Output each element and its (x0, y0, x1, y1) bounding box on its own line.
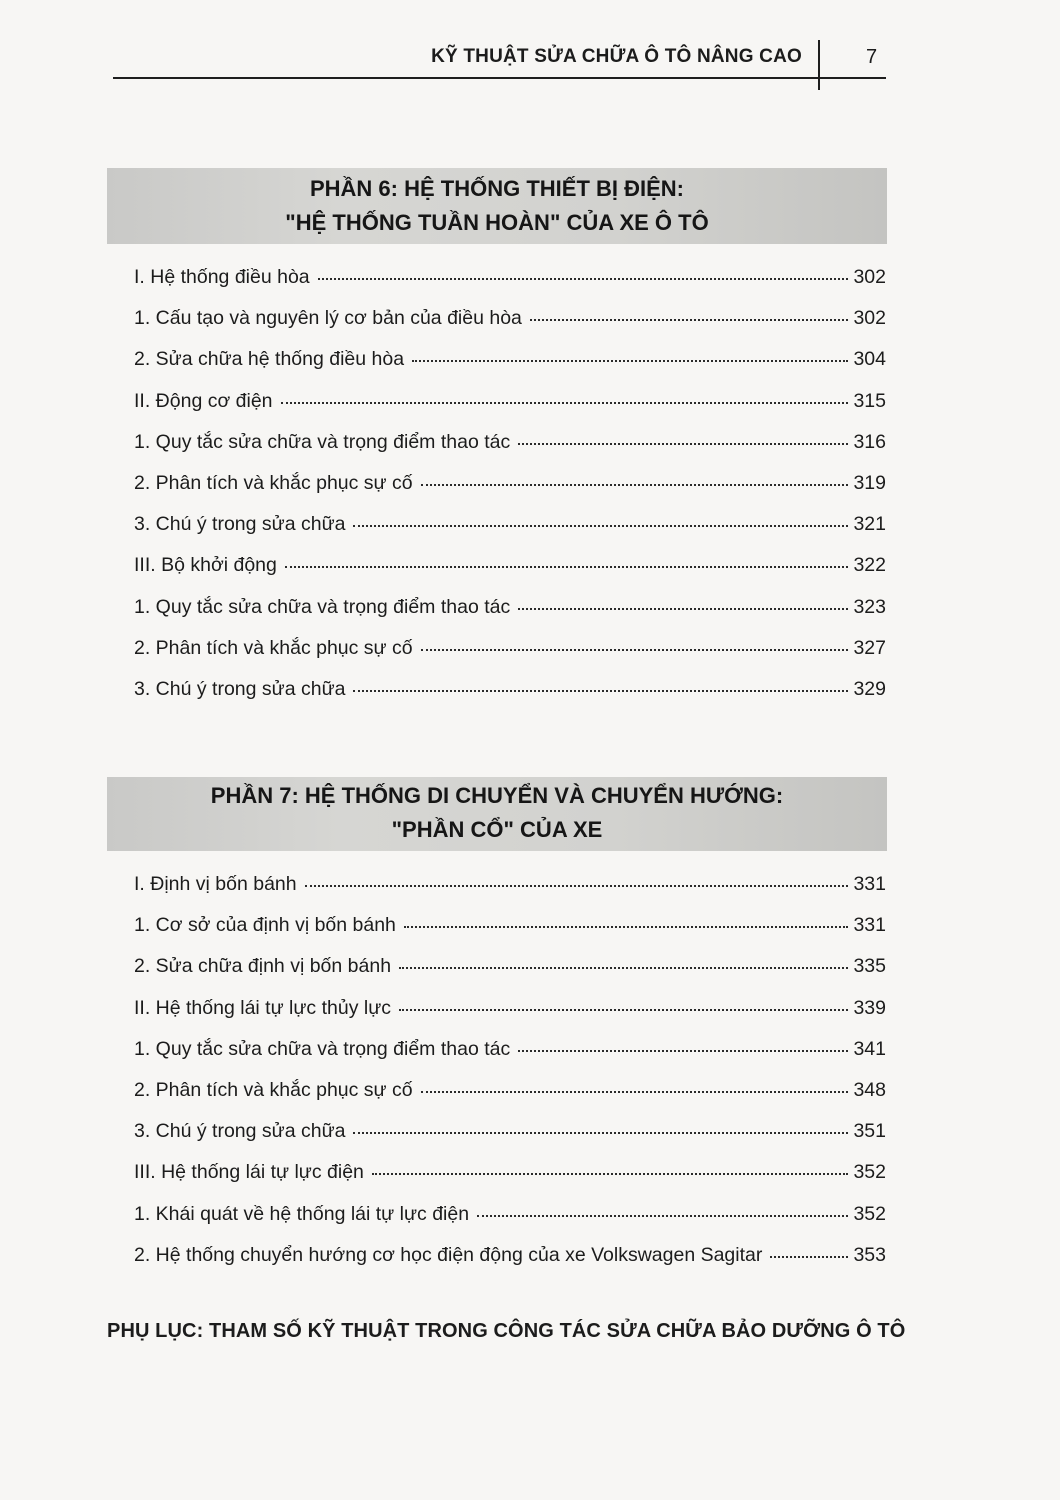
toc-entry-page: 331 (853, 914, 886, 937)
toc-entry[interactable] (134, 431, 886, 472)
toc-entry-label: III. Hệ thống lái tự lực điện (134, 1161, 364, 1184)
toc-entry[interactable] (134, 1038, 886, 1079)
toc-entry-page: 352 (853, 1161, 886, 1184)
toc-entry-label: II. Động cơ điện (134, 389, 273, 412)
section-6-title-line2: "HỆ THỐNG TUẦN HOÀN" CỦA XE Ô TÔ (285, 210, 709, 235)
toc-entry-label: 1. Quy tắc sửa chữa và trọng điểm thao tác (134, 1037, 511, 1060)
toc-entry-label: 1. Cấu tạo và nguyên lý cơ bản của điều hòa (134, 307, 522, 330)
toc-entry-page: 302 (853, 307, 886, 330)
dot-leader (412, 360, 848, 362)
section-7-title-line1: PHẦN 7: HỆ THỐNG DI CHUYỂN VÀ CHUYỂN HƯỚNG: (210, 783, 784, 808)
toc-entry-label: II. Hệ thống lái tự lực thủy lực (134, 996, 392, 1019)
toc-entry-label: 2. Phân tích và khắc phục sự cố (134, 471, 413, 494)
page-number: 7 (866, 46, 878, 68)
dot-leader (421, 1091, 848, 1093)
toc-entry-label: 2. Sửa chữa định vị bốn bánh (134, 955, 392, 978)
dot-leader (318, 278, 848, 280)
dot-leader (353, 690, 848, 692)
dot-leader (518, 608, 848, 610)
toc-entry-label: 1. Cơ sở của định vị bốn bánh (134, 914, 396, 937)
toc-entry-label: 2. Sửa chữa hệ thống điều hòa (134, 348, 405, 371)
toc-entry-page: 331 (853, 873, 886, 895)
toc-entry[interactable] (134, 554, 886, 595)
toc-entry-label: I. Định vị bốn bánh (134, 873, 297, 895)
section-6-toc (134, 266, 886, 719)
dot-leader (353, 1132, 848, 1134)
dot-leader (404, 926, 848, 928)
dot-leader (421, 649, 848, 651)
page-header (0, 0, 1060, 110)
toc-entry-label: 3. Chú ý trong sửa chữa (134, 513, 346, 536)
toc-entry-page: 323 (853, 595, 886, 618)
toc-entry[interactable] (134, 914, 886, 955)
toc-entry[interactable] (134, 1079, 886, 1120)
toc-entry[interactable] (134, 997, 886, 1038)
toc-entry[interactable] (134, 637, 886, 678)
toc-entry[interactable] (134, 348, 886, 389)
dot-leader (372, 1173, 848, 1175)
dot-leader (770, 1256, 848, 1258)
toc-entry-label: 3. Chú ý trong sửa chữa (134, 677, 346, 700)
dot-leader (285, 566, 848, 568)
toc-entry[interactable] (134, 955, 886, 996)
dot-leader (305, 885, 848, 887)
toc-entry-page: 348 (853, 1078, 886, 1101)
dot-leader (399, 967, 848, 969)
toc-entry-page: 327 (853, 636, 886, 659)
toc-entry[interactable] (134, 513, 886, 554)
dot-leader (353, 525, 848, 527)
toc-entry-label: III. Bộ khởi động (134, 554, 277, 577)
toc-entry-page: 304 (853, 348, 886, 371)
header-separator (818, 40, 820, 90)
toc-entry-label: 2. Hệ thống chuyển hướng cơ học điện động của xe Volkswagen Sagitar (134, 1243, 763, 1266)
dot-leader (281, 402, 848, 404)
section-6-title-line1: PHẦN 6: HỆ THỐNG THIẾT BỊ ĐIỆN: (309, 176, 684, 201)
appendix-heading[interactable]: PHỤ LỤC: THAM SỐ KỸ THUẬT TRONG CÔNG TÁC SỬA CHỮA BẢO DƯỠNG Ô TÔ (107, 1320, 906, 1342)
toc-entry-label: 1. Khái quát về hệ thống lái tự lực điện (134, 1202, 470, 1225)
dot-leader (399, 1009, 848, 1011)
toc-entry[interactable] (134, 596, 886, 637)
toc-entry[interactable] (134, 307, 886, 348)
toc-entry-page: 351 (853, 1120, 886, 1143)
toc-entry-page: 321 (853, 513, 886, 536)
running-title: KỸ THUẬT SỬA CHỮA Ô TÔ NÂNG CAO (431, 46, 802, 67)
toc-entry[interactable] (134, 1244, 886, 1285)
toc-entry-page: 341 (853, 1037, 886, 1060)
dot-leader (518, 443, 848, 445)
toc-entry[interactable] (134, 1120, 886, 1161)
toc-entry-label: 2. Phân tích và khắc phục sự cố (134, 1078, 413, 1101)
toc-entry[interactable] (134, 472, 886, 513)
toc-entry-label: 1. Quy tắc sửa chữa và trọng điểm thao tác (134, 595, 511, 618)
toc-entry[interactable] (134, 1203, 886, 1244)
dot-leader (421, 484, 848, 486)
section-7-title-line2: "PHẦN CỔ" CỦA XE (391, 817, 603, 842)
toc-entry-page: 353 (853, 1243, 886, 1266)
toc-entry[interactable] (134, 873, 886, 914)
toc-entry[interactable] (134, 678, 886, 719)
toc-entry-page: 319 (853, 471, 886, 494)
dot-leader (530, 319, 848, 321)
toc-entry-label: I. Hệ thống điều hòa (134, 266, 310, 288)
section-7-toc (134, 873, 886, 1285)
toc-entry-label: 2. Phân tích và khắc phục sự cố (134, 636, 413, 659)
section-7-heading (107, 777, 887, 851)
dot-leader (518, 1050, 848, 1052)
toc-entry-label: 3. Chú ý trong sửa chữa (134, 1120, 346, 1143)
toc-entry-page: 339 (853, 996, 886, 1019)
toc-entry-page: 322 (853, 554, 886, 577)
toc-entry-page: 302 (853, 266, 886, 288)
toc-entry[interactable] (134, 266, 886, 307)
toc-entry-page: 335 (853, 955, 886, 978)
section-6-heading (107, 168, 887, 244)
toc-entry-page: 316 (853, 430, 886, 453)
toc-entry[interactable] (134, 390, 886, 431)
header-rule (113, 77, 886, 79)
toc-entry[interactable] (134, 1161, 886, 1202)
toc-entry-label: 1. Quy tắc sửa chữa và trọng điểm thao tác (134, 430, 511, 453)
dot-leader (477, 1215, 848, 1217)
toc-entry-page: 329 (853, 677, 886, 700)
toc-entry-page: 352 (853, 1202, 886, 1225)
toc-entry-page: 315 (853, 389, 886, 412)
